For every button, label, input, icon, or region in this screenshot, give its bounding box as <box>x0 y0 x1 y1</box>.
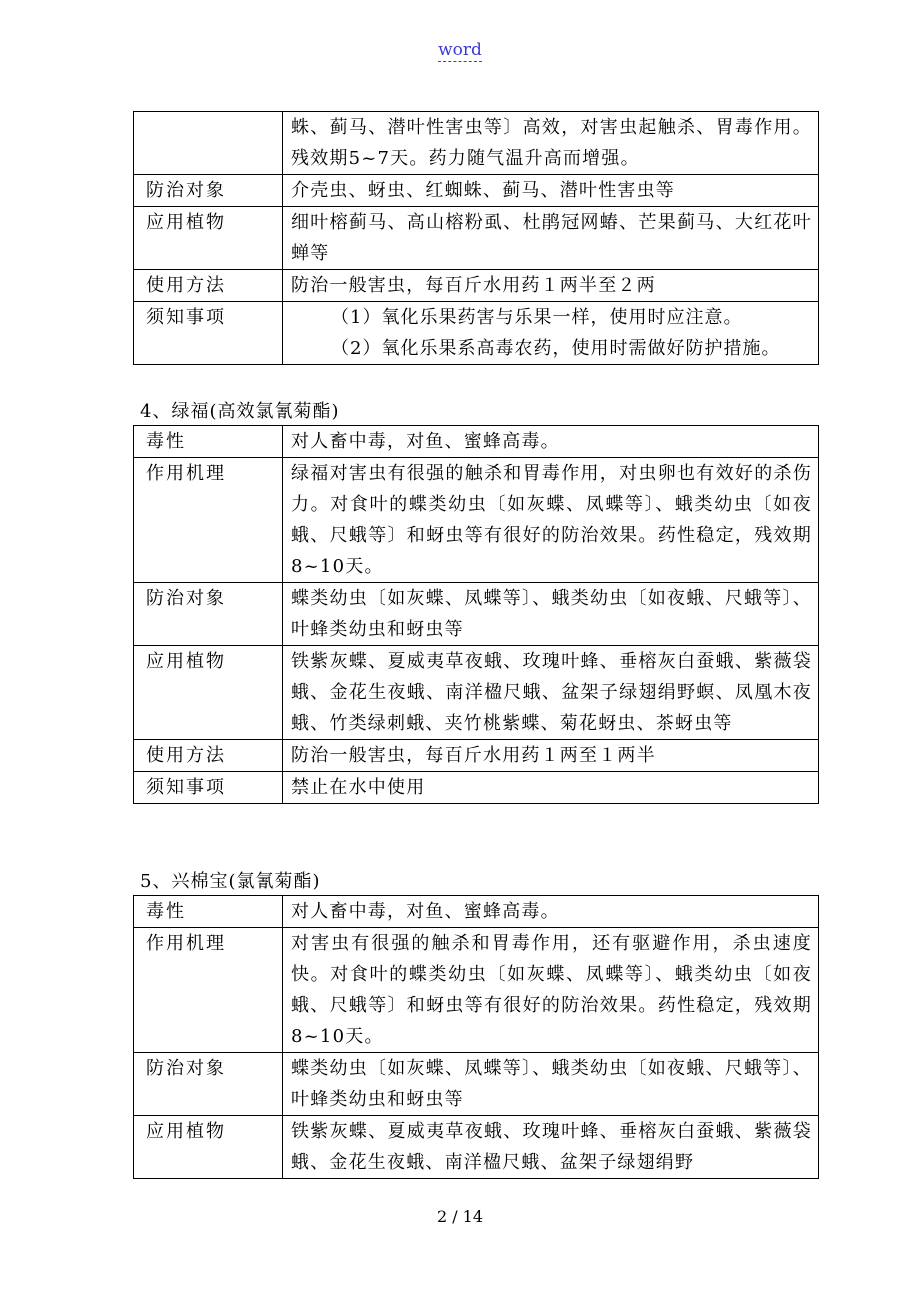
table-row <box>134 583 819 646</box>
row-content: 蝶类幼虫〔如灰蝶、凤蝶等〕、蛾类幼虫〔如夜蛾、尺蛾等〕、叶蜂类幼虫和蚜虫等 <box>283 1053 819 1116</box>
row-content: 禁止在水中使用 <box>283 772 819 804</box>
row-content: 防治一般害虫，每百斤水用药１两至１两半 <box>283 740 819 772</box>
row-label: 使用方法 <box>134 740 283 772</box>
row-label: 须知事项 <box>134 302 283 365</box>
table-row <box>134 928 819 1053</box>
row-label: 须知事项 <box>134 772 283 804</box>
row-label: 应用植物 <box>134 646 283 740</box>
section-heading-4: 4、绿福(高效氯氰菊酯) <box>140 401 340 422</box>
table-row <box>134 1116 819 1179</box>
table-row <box>134 207 819 270</box>
row-label: 使用方法 <box>134 270 283 302</box>
row-content: 对人畜中毒，对鱼、蜜蜂高毒。 <box>283 896 819 928</box>
table-row <box>134 302 819 365</box>
row-content: 细叶榕蓟马、高山榕粉虱、杜鹃冠网蝽、芒果蓟马、大红花叶蝉等 <box>283 207 819 270</box>
row-label: 防治对象 <box>134 1053 283 1116</box>
table-row <box>134 426 819 458</box>
page-header <box>0 40 920 60</box>
table-row <box>134 270 819 302</box>
table-row <box>134 1053 819 1116</box>
row-label <box>134 112 283 175</box>
header-word-link[interactable]: word <box>438 40 482 60</box>
table-row <box>134 772 819 804</box>
row-content: 绿福对害虫有很强的触杀和胃毒作用，对虫卵也有效好的杀伤力。对食叶的蝶类幼虫〔如灰蝶、凤蝶等〕、蛾类幼虫〔如夜蛾、尺蛾等〕和蚜虫等有很好的防治效果。药性稳定，残效期8~10天。 <box>283 458 819 583</box>
row-label: 作用机理 <box>134 928 283 1053</box>
note-item: （1）氧化乐果药害与乐果一样，使用时应注意。 <box>331 307 743 328</box>
row-label: 作用机理 <box>134 458 283 583</box>
row-content: 铁紫灰蝶、夏威夷草夜蛾、玫瑰叶蜂、垂榕灰白蚕蛾、紫薇袋蛾、金花生夜蛾、南洋楹尺蛾、盆架子绿翅绢野螟、凤凰木夜蛾、竹类绿刺蛾、夹竹桃紫蝶、菊花蚜虫、茶蚜虫等 <box>283 646 819 740</box>
row-content: 铁紫灰蝶、夏威夷草夜蛾、玫瑰叶蜂、垂榕灰白蚕蛾、紫薇袋蛾、金花生夜蛾、南洋楹尺蛾、盆架子绿翅绢野 <box>283 1116 819 1179</box>
table-row <box>134 896 819 928</box>
table-row <box>134 740 819 772</box>
row-content: 蝶类幼虫〔如灰蝶、凤蝶等〕、蛾类幼虫〔如夜蛾、尺蛾等〕、叶蜂类幼虫和蚜虫等 <box>283 583 819 646</box>
row-content: 对人畜中毒，对鱼、蜜蜂高毒。 <box>283 426 819 458</box>
table-row <box>134 112 819 175</box>
row-label: 毒性 <box>134 426 283 458</box>
row-content: 对害虫有很强的触杀和胃毒作用，还有驱避作用，杀虫速度快。对食叶的蝶类幼虫〔如灰蝶、凤蝶等〕、蛾类幼虫〔如夜蛾、尺蛾等〕和蚜虫等有很好的防治效果。药性稳定，残效期8~10天。 <box>283 928 819 1053</box>
table-pesticide-5 <box>133 895 819 1179</box>
row-content <box>283 302 819 365</box>
table-row <box>134 458 819 583</box>
table-pesticide-4 <box>133 425 819 804</box>
row-label: 应用植物 <box>134 207 283 270</box>
row-label: 防治对象 <box>134 175 283 207</box>
table-pesticide-3 <box>133 111 819 365</box>
row-label: 应用植物 <box>134 1116 283 1179</box>
row-label: 防治对象 <box>134 583 283 646</box>
table-row <box>134 646 819 740</box>
row-content: 介壳虫、蚜虫、红蜘蛛、蓟马、潜叶性害虫等 <box>283 175 819 207</box>
row-content: 防治一般害虫，每百斤水用药１两半至２两 <box>283 270 819 302</box>
row-content: 蛛、蓟马、潜叶性害虫等〕高效，对害虫起触杀、胃毒作用。残效期5~7天。药力随气温升高而增强。 <box>283 112 819 175</box>
section-heading-5: 5、兴棉宝(氯氰菊酯) <box>140 871 321 892</box>
note-item: （2）氧化乐果系高毒农药，使用时需做好防护措施。 <box>331 338 781 359</box>
table-row <box>134 175 819 207</box>
row-label: 毒性 <box>134 896 283 928</box>
page-number: 2 / 14 <box>436 1207 484 1226</box>
